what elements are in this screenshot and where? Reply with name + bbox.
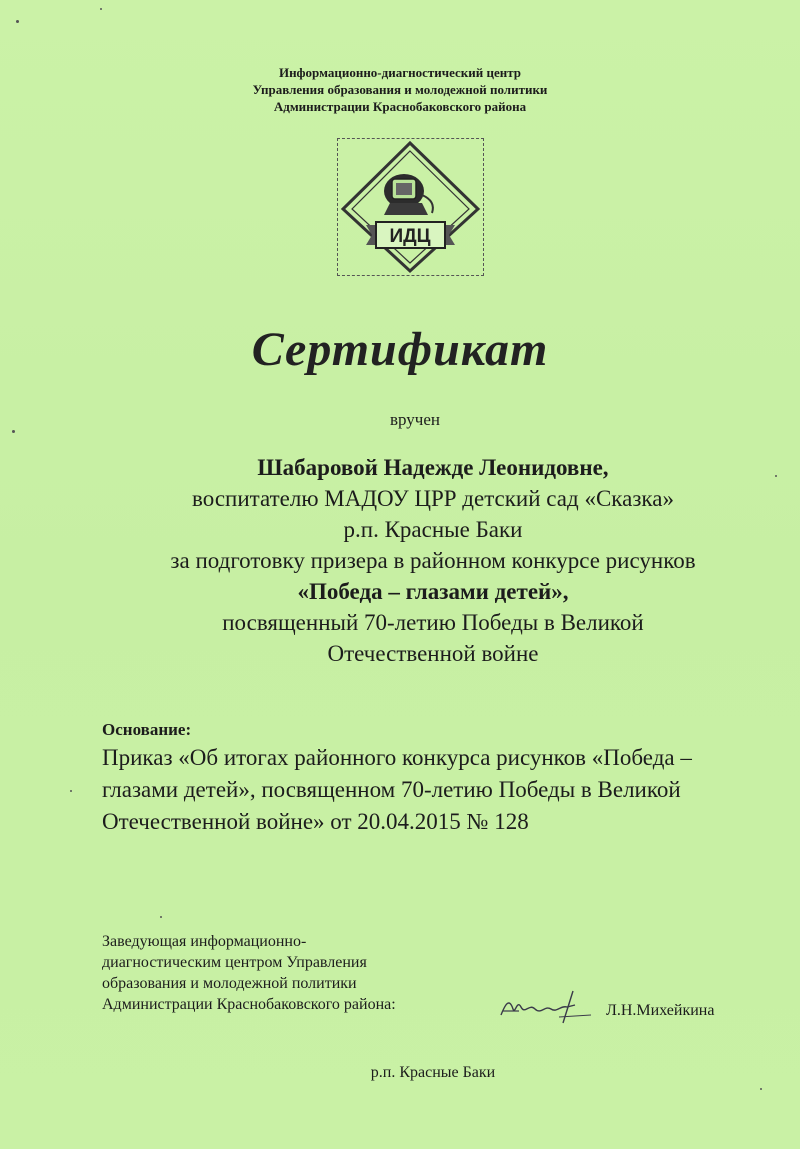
scan-speck [70,790,72,792]
basis-line-2: глазами детей», посвященном 70-летию Победы в Великой [102,777,681,802]
issuer-line-3: Администрации Краснобаковского района [273,99,527,114]
recipient-block [0,452,800,669]
scan-speck [100,8,102,10]
signer-name: Л.Н.Михейкина [606,1002,715,1019]
logo-text: ИДЦ [389,226,431,247]
awarded-label: вручен [390,410,440,429]
basis-section [102,718,772,838]
basis-line-1: Приказ «Об итогах районного конкурса рисунков «Победа – [102,745,692,770]
basis-line-3: Отечественной войне» от 20.04.2015 № 128 [102,809,529,834]
recipient-position: воспитателю МАДОУ ЦРР детский сад «Сказка» [192,486,674,511]
signatory-line-2: диагностическим центром Управления [102,954,367,971]
scan-speck [160,916,162,918]
scan-speck [12,430,15,433]
scan-speck [16,20,19,23]
recipient-name: Шабаровой Надежде Леонидовне, [257,455,609,480]
signatory-line-4: Администрации Краснобаковского района: [102,996,396,1013]
basis-label: Основание: [102,720,192,739]
signatory-title [102,931,502,1015]
contest-name: «Победа – глазами детей», [297,579,569,604]
award-reason: за подготовку призера в районном конкурсе рисунков [170,548,696,573]
handwritten-signature [495,985,595,1025]
recipient-place: р.п. Красные Баки [343,517,523,542]
computer-monitor-emblem-icon [338,139,483,275]
issuer-header [0,64,800,115]
issuer-line-1: Информационно-диагностический центр [278,65,522,80]
scan-speck [775,475,777,477]
idc-logo [337,138,484,276]
dedication-line-2: Отечественной войне [327,641,539,666]
issue-place: р.п. Красные Баки [370,1064,496,1081]
signatory-line-3: образования и молодежной политики [102,975,357,992]
certificate-title: Сертификат [251,323,549,376]
scan-speck [760,1088,762,1090]
signatory-line-1: Заведующая информационно- [102,933,307,950]
dedication-line-1: посвященный 70-летию Победы в Великой [222,610,644,635]
issuer-line-2: Управления образования и молодежной политики [252,82,548,97]
